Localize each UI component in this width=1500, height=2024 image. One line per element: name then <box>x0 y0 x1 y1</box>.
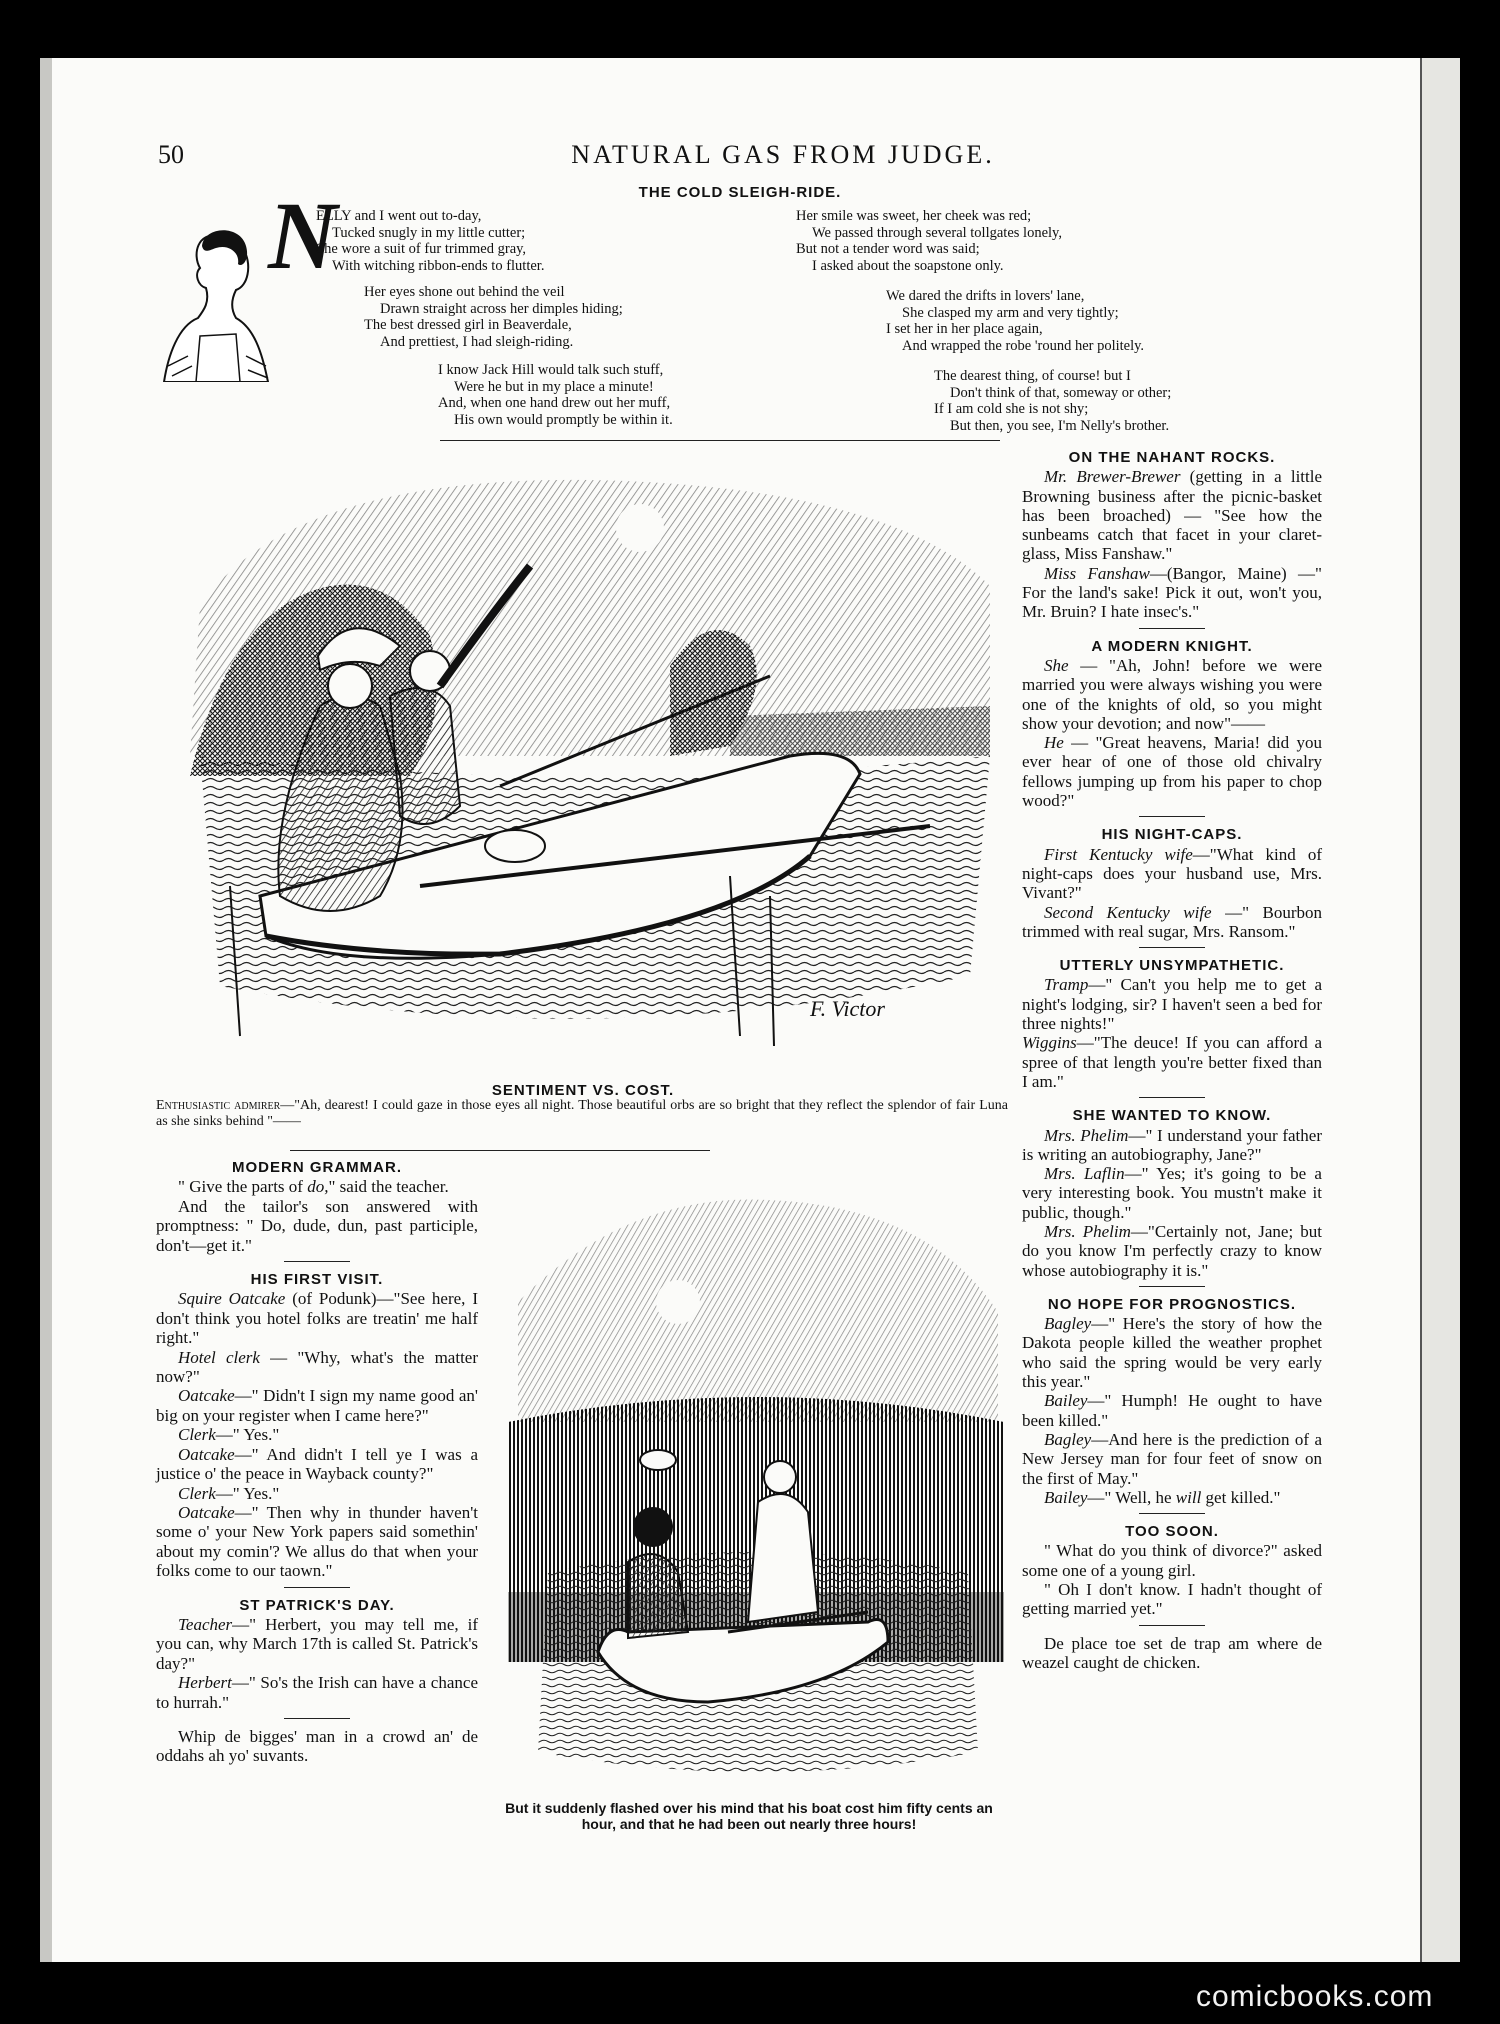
poem-line: We dared the drifts in lovers' lane, <box>886 288 1085 304</box>
poem-line: The dearest thing, of course! but I <box>934 368 1131 384</box>
poem-line: The best dressed girl in Beaverdale, <box>364 317 572 333</box>
speaker: First Kentucky wife <box>1044 844 1193 864</box>
speaker: Clerk <box>178 1425 216 1445</box>
caption-boat-cost: But it suddenly flashed over his mind that his boat cost him fifty cents an hour, and that he had been out nearly three hours! <box>505 1800 993 1832</box>
poem-line: She wore a suit of fur trimmed gray, <box>316 241 527 257</box>
dialogue-text: (of Podunk)—"See here, I don't think you hotel folks are treatin' me half right." <box>156 1289 478 1348</box>
dialogue-text: —" Humph! He ought to have been killed." <box>1022 1391 1322 1430</box>
section-rule <box>1139 1513 1205 1514</box>
poem-line: She clasped my arm and very tightly; <box>902 304 1119 321</box>
speaker: Squire Oatcake <box>178 1289 286 1309</box>
dialogue-text: —"Certainly not, Jane; but do you know I'm perfectly crazy to know whose autobiography it is." <box>1022 1221 1322 1280</box>
section-rule <box>284 1261 350 1262</box>
caption-text: —"Ah, dearest! I could gaze in those eyes all night. Those beautiful orbs are so bright that they reflect the splendor of fair Luna as she sinks behind "—— <box>156 1098 1008 1129</box>
dialogue-text: — "Why, what's the matter now?" <box>156 1347 479 1387</box>
speaker: Hotel clerk <box>178 1347 260 1367</box>
dialogue-text: — "Great heavens, Maria! did you ever hear of one of those old chivalry fellows jumping up from his paper to chop wood?" <box>1022 733 1322 811</box>
section-title-prognostics: NO HOPE FOR PROGNOSTICS. <box>1047 1295 1297 1313</box>
poem-line: I know Jack Hill would talk such stuff, <box>438 362 664 378</box>
speaker: Second Kentucky wife <box>1044 902 1212 922</box>
speaker: Herbert <box>178 1673 232 1693</box>
poem-line: And prettiest, I had sleigh-riding. <box>380 333 574 350</box>
section-rule <box>1139 947 1205 948</box>
poem-line: I asked about the soapstone only. <box>812 257 1004 274</box>
emphasis: will <box>1175 1487 1202 1507</box>
dialogue-text: —(Bangor, Maine) —" For the land's sake! Pick it out, won't you, Mr. Bruin? I hate insec's." <box>1022 563 1322 622</box>
portrait-illustration <box>158 206 278 382</box>
speaker: Tramp <box>1044 975 1089 995</box>
speaker: Bailey <box>1044 1391 1088 1411</box>
speaker: Miss Fanshaw <box>1044 563 1150 583</box>
section-rule <box>1139 1625 1205 1626</box>
emphasis: do, <box>307 1177 329 1197</box>
dialogue-text: —"The deuce! If you can afford a spree of that length you're better fixed than I am." <box>1022 1033 1322 1091</box>
speaker: He <box>1044 733 1064 753</box>
poem-line: ELLY and I went out to-day, <box>316 208 482 224</box>
dialogue-text: —" I understand your father is writing an autobiography, Jane?" <box>1022 1125 1322 1164</box>
section-title-grammar: MODERN GRAMMAR. <box>232 1159 402 1176</box>
proverb-whip: Whip de bigges' man in a crowd an' de oddahs ah yo' suvants. <box>156 1726 478 1766</box>
poem-stanza-2 <box>364 284 623 350</box>
speaker: Oatcake <box>178 1386 235 1406</box>
dialogue-text: — "Ah, John! before we were married you were always wishing you were one of the knights of old, so you might show your devotion; and now"—— <box>1022 655 1322 733</box>
speaker: Mrs. Laflin <box>1044 1164 1125 1184</box>
page-number: 50 <box>158 140 184 169</box>
paragraph-text: " Give the parts of <box>178 1177 308 1197</box>
dialogue-text: (getting in a little Browning business after the picnic-basket has been broached) — "See how the sunbeams catch that facet in your claret-glass, Miss Fanshaw." <box>1022 467 1323 564</box>
caption-title-sentiment: SENTIMENT VS. COST. <box>491 1082 675 1099</box>
poem-line: But not a tender word was said; <box>796 241 980 257</box>
section-rule <box>1139 1286 1205 1287</box>
poem-line: I set her in her place again, <box>886 321 1043 337</box>
poem-line: And, when one hand drew out her muff, <box>438 395 671 411</box>
speaker: Oatcake <box>178 1502 235 1522</box>
speaker: Mrs. Phelim <box>1044 1125 1129 1145</box>
poem-line: Were he but in my place a minute! <box>454 378 654 395</box>
paragraph: " Oh I don't know. I hadn't thought of getting married yet." <box>1022 1580 1322 1619</box>
dialogue-text: —" Here's the story of how the Dakota people killed the weather prophet who said the spring would be very early this year." <box>1022 1314 1322 1392</box>
poem-stanza-3 <box>438 362 673 428</box>
speaker: Bagley <box>1044 1314 1092 1334</box>
dialogue-text: —" Didn't I sign my name good an' big on your register when I came here?" <box>156 1386 478 1425</box>
section-title-patrick: ST PATRICK'S DAY. <box>239 1596 395 1614</box>
speaker: Oatcake <box>178 1444 235 1464</box>
section-title-wanted: SHE WANTED TO KNOW. <box>1072 1107 1272 1125</box>
section-rule <box>1139 816 1205 817</box>
poem-line: His own would promptly be within it. <box>454 411 673 428</box>
right-column <box>1022 448 1322 1672</box>
section-title-knight: A MODERN KNIGHT. <box>1091 637 1253 655</box>
speaker: Teacher <box>178 1614 233 1634</box>
poem-line: Don't think of that, someway or other; <box>950 384 1172 401</box>
divider-rule <box>290 1150 710 1151</box>
left-column <box>156 1158 478 1766</box>
dialogue-text: —" Bourbon trimmed with real sugar, Mrs. Ransom." <box>1022 902 1322 941</box>
speaker: Mr. Brewer-Brewer <box>1044 467 1181 487</box>
section-title-unsympathetic: UTTERLY UNSYMPATHETIC. <box>1059 957 1285 975</box>
dialogue-text: —" Well, he <box>1087 1487 1176 1507</box>
rowboat-illustration <box>508 1192 1004 1784</box>
dialogue-text: —" Yes; it's going to be a very interesting book. You mustn't make it public, though." <box>1022 1164 1322 1222</box>
dialogue-text: —And here is the prediction of a New Jersey man for four feet of snow on the first of May." <box>1022 1429 1322 1488</box>
poem-line: If I am cold she is not shy; <box>934 401 1089 417</box>
caption-speaker: Enthusiastic admirer <box>156 1098 281 1113</box>
paragraph-text: " said the teacher. <box>328 1177 449 1197</box>
poem-stanza-1 <box>316 208 544 274</box>
poem-line: Her smile was sweet, her cheek was red; <box>796 208 1032 224</box>
section-title-toosoon: TOO SOON. <box>1125 1523 1219 1541</box>
poem-line: And wrapped the robe 'round her politely. <box>902 337 1145 354</box>
speaker: Bagley <box>1044 1429 1092 1449</box>
speaker: Bailey <box>1044 1487 1088 1507</box>
dialogue-text: —" So's the Irish can have a chance to hurrah." <box>156 1673 478 1712</box>
proverb-trap: De place toe set de trap am where de weazel caught de chicken. <box>1022 1633 1322 1672</box>
paragraph: And the tailor's son answered with promptness: " Do, dude, dun, past participle, don't—get it." <box>156 1196 478 1255</box>
site-watermark: comicbooks.com <box>1196 1980 1434 2013</box>
poem-line: Tucked snugly in my little cutter; <box>332 224 526 241</box>
next-page-edge <box>1420 58 1460 1962</box>
paragraph: " What do you think of divorce?" asked some one of a young girl. <box>1022 1541 1322 1580</box>
poem-line: With witching ribbon-ends to flutter. <box>332 257 545 274</box>
poem-line: Her eyes shone out behind the veil <box>364 284 565 300</box>
section-title-visit: HIS FIRST VISIT. <box>250 1271 384 1289</box>
poem-line: Drawn straight across her dimples hiding; <box>380 300 623 317</box>
section-title-nightcaps: HIS NIGHT-CAPS. <box>1101 826 1243 844</box>
poem-stanza-5 <box>886 288 1144 354</box>
drop-cap-n: N <box>268 182 338 289</box>
section-rule <box>1139 1097 1205 1098</box>
dialogue-text: —" Then why in thunder haven't some o' your New York papers said somethin' about my comin'? We allus do that when your folks come to our taown." <box>156 1502 478 1581</box>
section-title-nahant: ON THE NAHANT ROCKS. <box>1068 449 1276 466</box>
dialogue-text: —" Yes." <box>215 1425 280 1445</box>
section-rule <box>1139 628 1205 629</box>
divider-rule <box>440 440 1000 441</box>
dialogue-text: —" Can't you help me to get a night's lodging, sir? I haven't seen a bed for three nights!" <box>1022 975 1322 1034</box>
dialogue-text: —" And didn't I tell ye I was a justice o' the peace in Wayback county?" <box>156 1444 478 1484</box>
caption-sentiment <box>156 1098 1008 1130</box>
speaker: Wiggins <box>1022 1033 1077 1053</box>
poem-line: But then, you see, I'm Nelly's brother. <box>950 417 1170 434</box>
dialogue-text: —"What kind of night-caps does your husband use, Mrs. Vivant?" <box>1022 844 1322 903</box>
running-title: NATURAL GAS FROM JUDGE. <box>571 140 995 169</box>
dialogue-text: —" Yes." <box>215 1483 280 1503</box>
dialogue-text: —" Herbert, you may tell me, if you can, why March 17th is called St. Patrick's day?" <box>156 1614 478 1673</box>
dialogue-text: get killed." <box>1201 1487 1281 1507</box>
poem-title: THE COLD SLEIGH-RIDE. <box>638 184 842 201</box>
poem-line: We passed through several tollgates lonely, <box>812 224 1062 241</box>
section-rule <box>284 1718 350 1719</box>
boat-couple-illustration <box>170 456 1010 1068</box>
section-rule <box>284 1587 350 1588</box>
poem-stanza-6 <box>934 368 1171 434</box>
artist-signature: F. Victor <box>810 996 885 1021</box>
speaker: Mrs. Phelim <box>1044 1221 1131 1241</box>
poem-stanza-4 <box>796 208 1062 274</box>
page-header <box>158 140 1408 180</box>
speaker: Clerk <box>178 1483 216 1503</box>
speaker: She <box>1044 655 1069 675</box>
